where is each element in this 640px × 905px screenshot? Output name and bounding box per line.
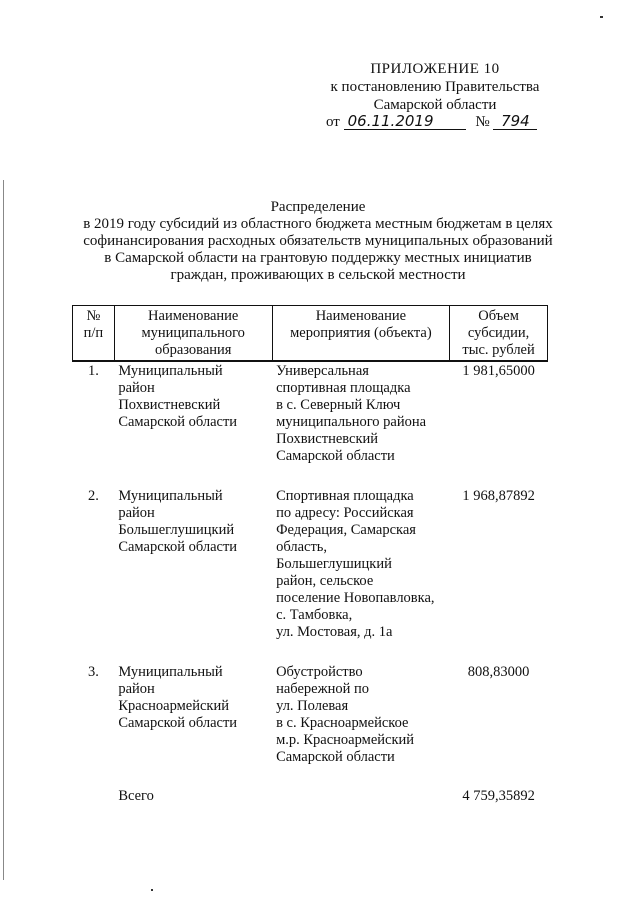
scan-edge-line bbox=[3, 180, 4, 880]
scan-dot bbox=[151, 889, 153, 891]
table-row bbox=[73, 487, 548, 663]
row-amount: 1 981,65000 bbox=[462, 363, 535, 379]
row-amount: 808,83000 bbox=[467, 664, 530, 680]
total-amount: 4 759,35892 bbox=[462, 788, 535, 804]
heading-line-3: в Самарской области на грантовую поддержку местных инициатив bbox=[104, 250, 532, 266]
decree-number: 794 bbox=[493, 114, 537, 130]
appendix-title: ПРИЛОЖЕНИЕ 10 bbox=[370, 61, 500, 77]
heading-line-1: в 2019 году субсидий из областного бюджета местным бюджетам в целях bbox=[83, 216, 553, 232]
row-number: 1. bbox=[87, 363, 99, 379]
row-number: 3. bbox=[87, 664, 99, 680]
row-object: Спортивная площадка по адресу: Российская Федерация, Самарская область, Большеглушицкий район, сельское поселение Новопавловка, с. Тамбовка, ул. Мостовая, д. 1а bbox=[276, 488, 435, 640]
subsidy-table bbox=[72, 305, 548, 805]
header-cell-number: № п/п bbox=[73, 306, 115, 362]
decree-reference bbox=[326, 114, 546, 131]
table-row bbox=[73, 361, 548, 487]
heading-line-2: софинансирования расходных обязательств муниципальных образований bbox=[83, 233, 553, 249]
row-number: 2. bbox=[87, 488, 99, 504]
decree-date: 06.11.2019 bbox=[344, 114, 466, 130]
row-municipality: Муниципальный район Похвистневский Самарской области bbox=[118, 363, 238, 430]
row-amount: 1 968,87892 bbox=[462, 488, 535, 504]
header-cell-amount: Объем субсидии, тыс. рублей bbox=[450, 306, 548, 362]
row-municipality: Муниципальный район Красноармейский Самарской области bbox=[118, 664, 238, 731]
number-prefix: № bbox=[475, 114, 490, 130]
header-cell-municipality: Наименование муниципального образования bbox=[114, 306, 272, 362]
date-prefix: от bbox=[326, 114, 340, 130]
table-total-row bbox=[73, 788, 548, 805]
heading-title: Распределение bbox=[270, 199, 366, 215]
scan-dot bbox=[600, 16, 603, 18]
document-heading bbox=[72, 199, 564, 284]
table-header-row bbox=[73, 306, 548, 362]
table-row bbox=[73, 663, 548, 788]
appendix-line-2: Самарской области bbox=[373, 97, 497, 113]
appendix-line-1: к постановлению Правительства bbox=[330, 79, 540, 95]
header-cell-object: Наименование мероприятия (объекта) bbox=[272, 306, 450, 362]
appendix-block bbox=[320, 60, 550, 114]
row-object: Универсальная спортивная площадка в с. Северный Ключ муниципального района Похвистневский Самарской области bbox=[276, 363, 427, 464]
total-label: Всего bbox=[118, 788, 154, 804]
row-municipality: Муниципальный район Большеглушицкий Самарской области bbox=[118, 488, 238, 555]
row-object: Обустройство набережной по ул. Полевая в с. Красноармейское м.р. Красноармейский Самарской области bbox=[276, 664, 415, 765]
heading-line-4: граждан, проживающих в сельской местности bbox=[170, 267, 466, 283]
